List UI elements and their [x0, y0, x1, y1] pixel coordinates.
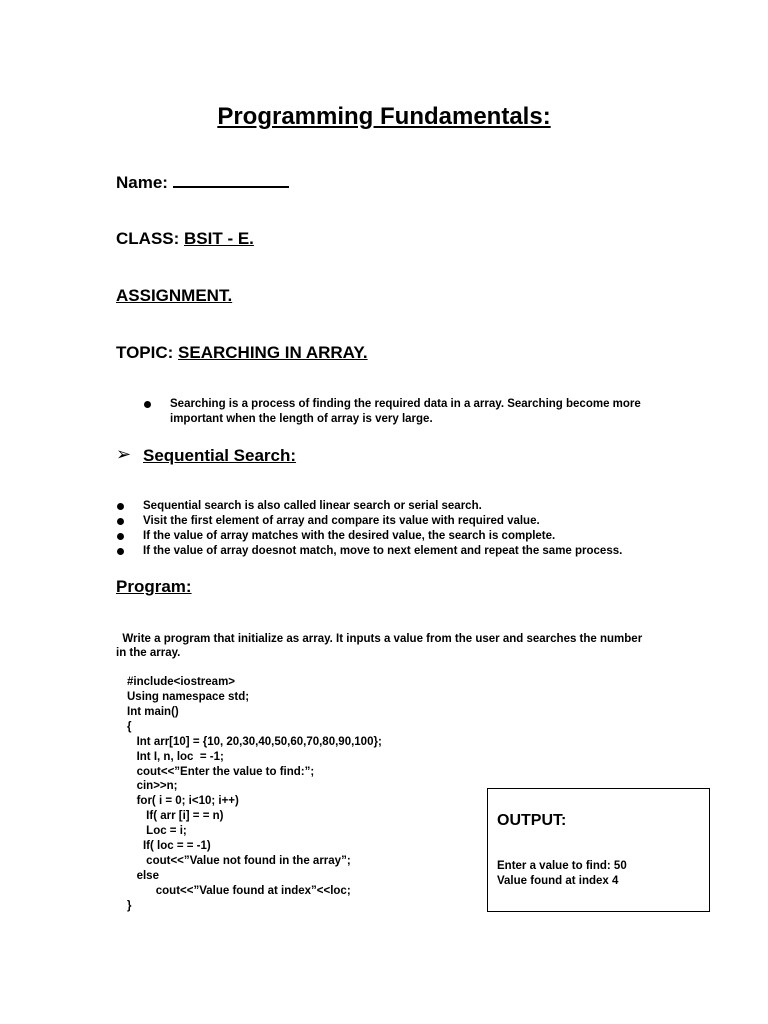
name-blank-line	[173, 172, 289, 188]
code-line: cout<<”Enter the value to find:”;	[127, 766, 315, 778]
code-line: else	[127, 870, 159, 882]
output-heading: OUTPUT:	[497, 812, 567, 829]
program-description-line-1: Write a program that initialize as array. It inputs a value from the user and searches the number	[116, 633, 643, 645]
code-line: {	[127, 721, 132, 733]
bullet-icon	[117, 503, 124, 510]
bullet-icon	[117, 548, 124, 555]
output-line-1: Enter a value to find: 50	[497, 860, 627, 872]
intro-line-2: important when the length of array is very large.	[170, 413, 433, 425]
code-line: If( loc = = -1)	[127, 840, 211, 852]
code-line: Using namespace std;	[127, 691, 250, 703]
code-line: Int I, n, loc = -1;	[127, 751, 224, 763]
program-description-line-2: in the array.	[116, 647, 181, 659]
name-field	[116, 172, 289, 193]
code-line: Int main()	[127, 706, 179, 718]
intro-bullet-icon	[144, 401, 151, 408]
arrow-bullet-icon: ➢	[116, 444, 132, 464]
code-line: for( i = 0; i<10; i++)	[127, 795, 239, 807]
list-item: Visit the first element of array and compare its value with required value.	[143, 515, 540, 527]
output-line-2: Value found at index 4	[497, 875, 619, 887]
list-item: If the value of array doesnot match, move to next element and repeat the same process.	[143, 545, 623, 557]
sequential-search-heading: Sequential Search:	[143, 446, 297, 465]
code-line: #include<iostream>	[127, 676, 236, 688]
code-line: Int arr[10] = {10, 20,30,40,50,60,70,80,90,100};	[127, 736, 382, 748]
program-heading: Program:	[116, 577, 192, 596]
document-title: Programming Fundamentals:	[217, 103, 551, 130]
code-line: }	[127, 900, 132, 912]
bullet-icon	[117, 533, 124, 540]
list-item: Sequential search is also called linear search or serial search.	[143, 500, 482, 512]
class-value: BSIT - E.	[184, 229, 254, 248]
bullet-icon	[117, 518, 124, 525]
code-line: If( arr [i] = = n)	[127, 810, 224, 822]
list-item: If the value of array matches with the desired value, the search is complete.	[143, 530, 556, 542]
code-line: Loc = i;	[127, 825, 187, 837]
code-line: cout<<”Value found at index”<<loc;	[127, 885, 351, 897]
code-line: cout<<”Value not found in the array”;	[127, 855, 351, 867]
class-field	[116, 229, 254, 249]
topic-field	[116, 343, 368, 363]
name-label: Name:	[116, 173, 173, 192]
topic-value: SEARCHING IN ARRAY.	[178, 343, 368, 362]
topic-label: TOPIC:	[116, 343, 179, 362]
class-label: CLASS:	[116, 229, 184, 248]
code-line: cin>>n;	[127, 780, 178, 792]
output-box	[487, 788, 710, 912]
assignment-heading: ASSIGNMENT.	[116, 286, 233, 305]
intro-line-1: Searching is a process of finding the required data in a array. Searching become more	[170, 398, 641, 410]
